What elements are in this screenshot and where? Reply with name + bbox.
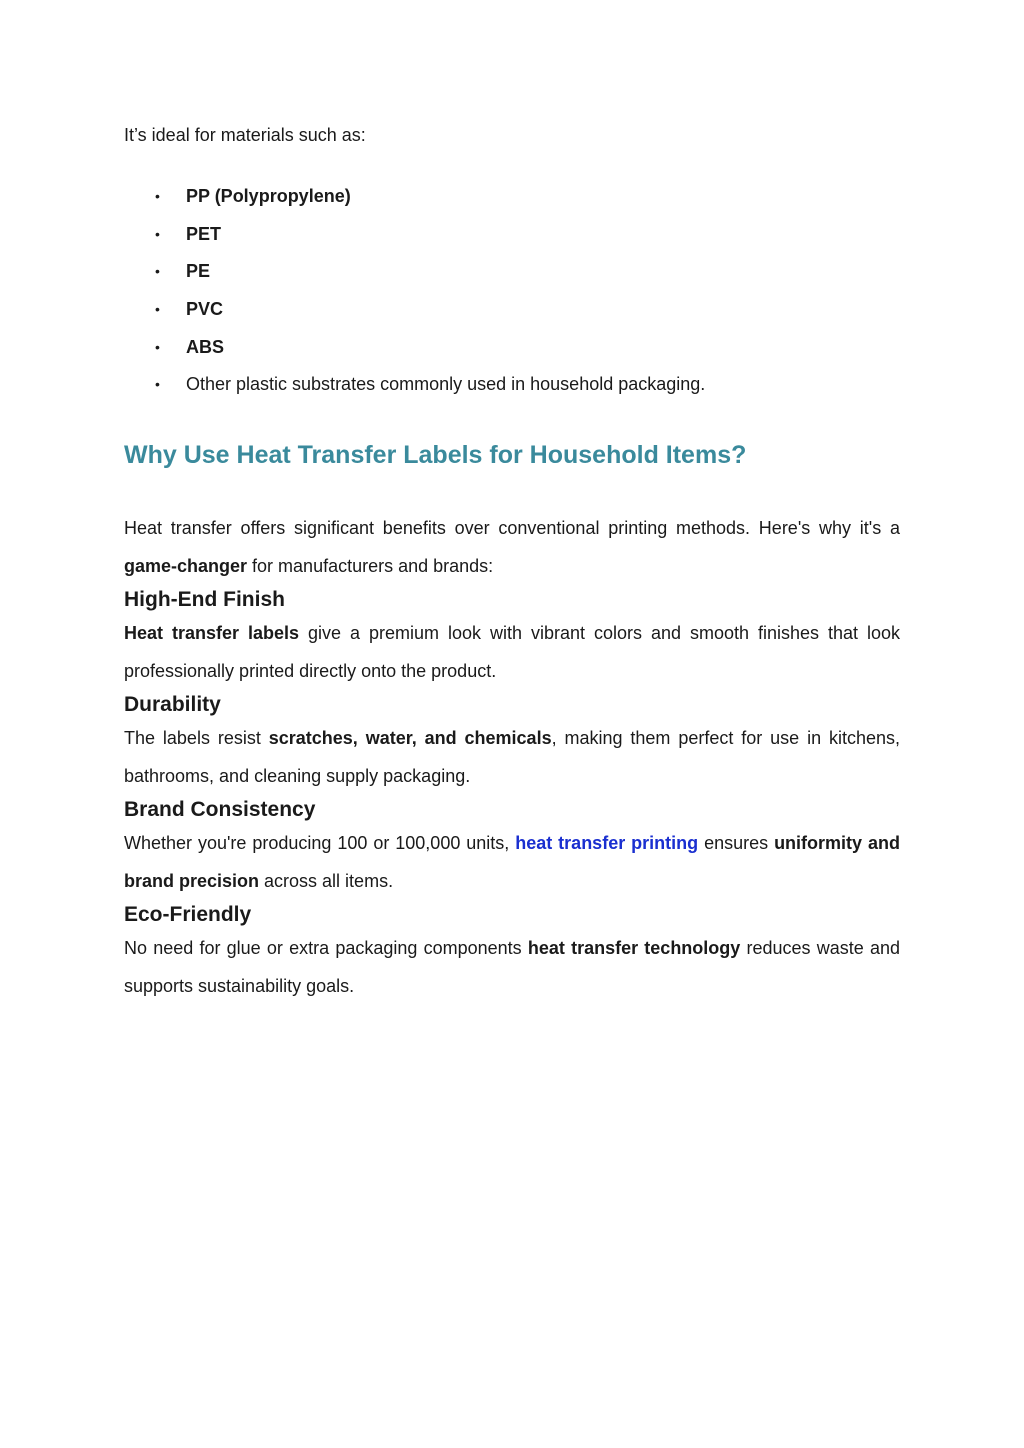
brand-heading: Brand Consistency <box>124 798 316 822</box>
eco-emphasis: heat transfer technology <box>527 938 741 959</box>
durability-emphasis: scratches, water, and chemicals <box>268 728 552 749</box>
brand-text-end: across all items. <box>259 870 394 891</box>
list-item <box>124 178 900 216</box>
materials-list <box>124 178 900 404</box>
bullet-icon: • <box>155 376 160 393</box>
bullet-icon: • <box>155 263 160 280</box>
list-item <box>124 253 900 291</box>
list-item-label: ABS <box>186 336 225 357</box>
bullet-icon: • <box>155 188 160 204</box>
high-end-emphasis: Heat transfer labels <box>124 623 300 644</box>
brand-emphasis: uniformity and brand precision <box>124 833 900 891</box>
list-item-label: Other plastic substrates commonly used in household packaging. <box>186 374 706 395</box>
list-item-label: PET <box>186 223 222 244</box>
bullet-icon: • <box>155 225 160 242</box>
high-end-text: give a premium look with vibrant colors and smooth finishes that look professionally printed directly onto the product. <box>124 623 900 681</box>
high-end-heading: High-End Finish <box>124 588 285 612</box>
brand-paragraph <box>124 825 900 900</box>
lead-text-end: for manufacturers and brands: <box>247 555 494 576</box>
list-item <box>124 366 900 404</box>
document-page <box>124 120 900 1005</box>
bullet-icon: • <box>155 301 160 318</box>
eco-text: No need for glue or extra packaging components <box>124 938 528 959</box>
bullet-icon: • <box>155 338 160 355</box>
eco-heading: Eco-Friendly <box>124 903 252 927</box>
eco-paragraph <box>124 930 900 1005</box>
list-item-label: PE <box>186 261 211 282</box>
durability-paragraph <box>124 720 900 795</box>
durability-heading: Durability <box>124 693 221 717</box>
high-end-paragraph <box>124 615 900 690</box>
intro-text: It’s ideal for materials such as: <box>124 125 366 145</box>
section-title: Why Use Heat Transfer Labels for Household Items? <box>124 441 747 470</box>
brand-text-mid: ensures <box>698 833 775 854</box>
brand-text: Whether you're producing 100 or 100,000 units, <box>124 833 516 854</box>
list-item-label: PP (Polypropylene) <box>186 186 351 206</box>
durability-text-end: , making them perfect for use in kitchens, bathrooms, and cleaning supply packaging. <box>124 728 901 786</box>
list-item <box>124 329 900 367</box>
lead-text: Heat transfer offers significant benefits over conventional printing methods. Here's why it's a <box>124 518 900 539</box>
lead-emphasis: game-changer <box>124 555 248 576</box>
eco-text-end: reduces waste and supports sustainability goals. <box>124 938 901 996</box>
durability-text: The labels resist <box>124 728 269 749</box>
list-item <box>124 291 900 329</box>
heat-transfer-printing-link[interactable]: heat transfer printing <box>515 833 699 854</box>
section-lead <box>124 510 900 585</box>
list-item-label: PVC <box>186 299 224 320</box>
list-item <box>124 216 900 254</box>
